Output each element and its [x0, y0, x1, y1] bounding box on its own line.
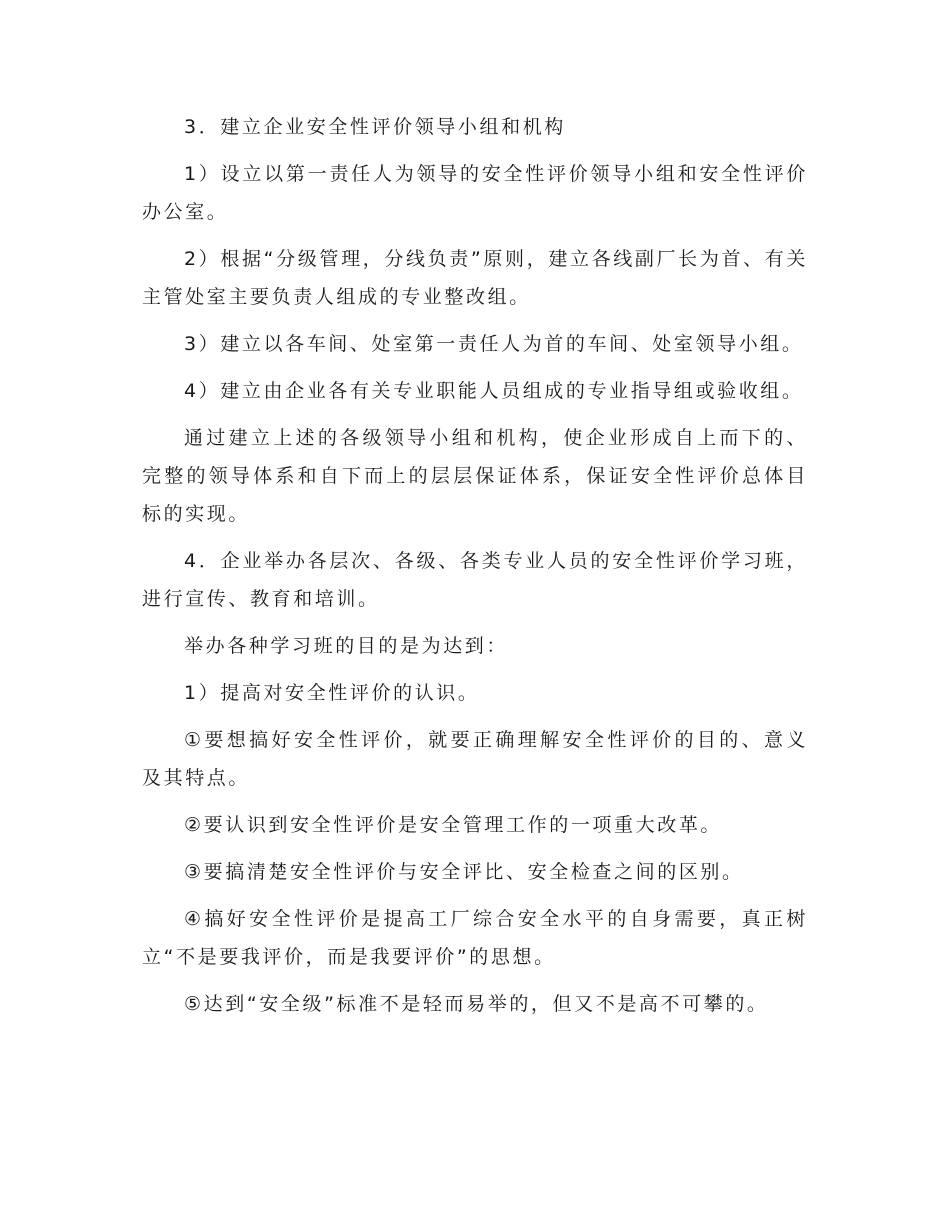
- section-heading-4: 4．企业举办各层次、各级、各类专业人员的安全性评价学习班，进行宣传、教育和培训。: [142, 550, 808, 610]
- list-item-4: 4）建立由企业各有关专业职能人员组成的专业指导组或验收组。: [184, 380, 804, 402]
- sub-item-4: ④搞好安全性评价是提高工厂综合安全水平的自身需要，真正树立“不是要我评价，而是我要评价”的思想。: [142, 908, 808, 968]
- summary-paragraph: 通过建立上述的各级领导小组和机构，使企业形成自上而下的、完整的领导体系和自下而上的层层保证体系，保证安全性评价总体目标的实现。: [142, 427, 808, 525]
- intro-paragraph: 举办各种学习班的目的是为达到：: [184, 635, 509, 657]
- list-item-1: 1）设立以第一责任人为领导的安全性评价领导小组和安全性评价办公室。: [142, 163, 808, 223]
- list-item-3: 3）建立以各车间、处室第一责任人为首的车间、处室领导小组。: [184, 333, 804, 355]
- sub-item-1: ①要想搞好安全性评价，就要正确理解安全性评价的目的、意义及其特点。: [142, 729, 808, 789]
- list-item-1-awareness: 1）提高对安全性评价的认识。: [184, 682, 480, 704]
- document-body: [142, 108, 808, 1032]
- list-item-2: 2）根据“分级管理，分线负责”原则，建立各线副厂长为首、有关主管处室主要负责人组成的专业整改组。: [142, 248, 808, 308]
- sub-item-3: ③要搞清楚安全性评价与安全评比、安全检查之间的区别。: [184, 861, 744, 883]
- section-heading-3: 3．建立企业安全性评价领导小组和机构: [184, 116, 566, 138]
- sub-item-5: ⑤达到“安全级”标准不是轻而易举的，但又不是高不可攀的。: [184, 993, 769, 1015]
- sub-item-2: ②要认识到安全性评价是安全管理工作的一项重大改革。: [184, 814, 723, 836]
